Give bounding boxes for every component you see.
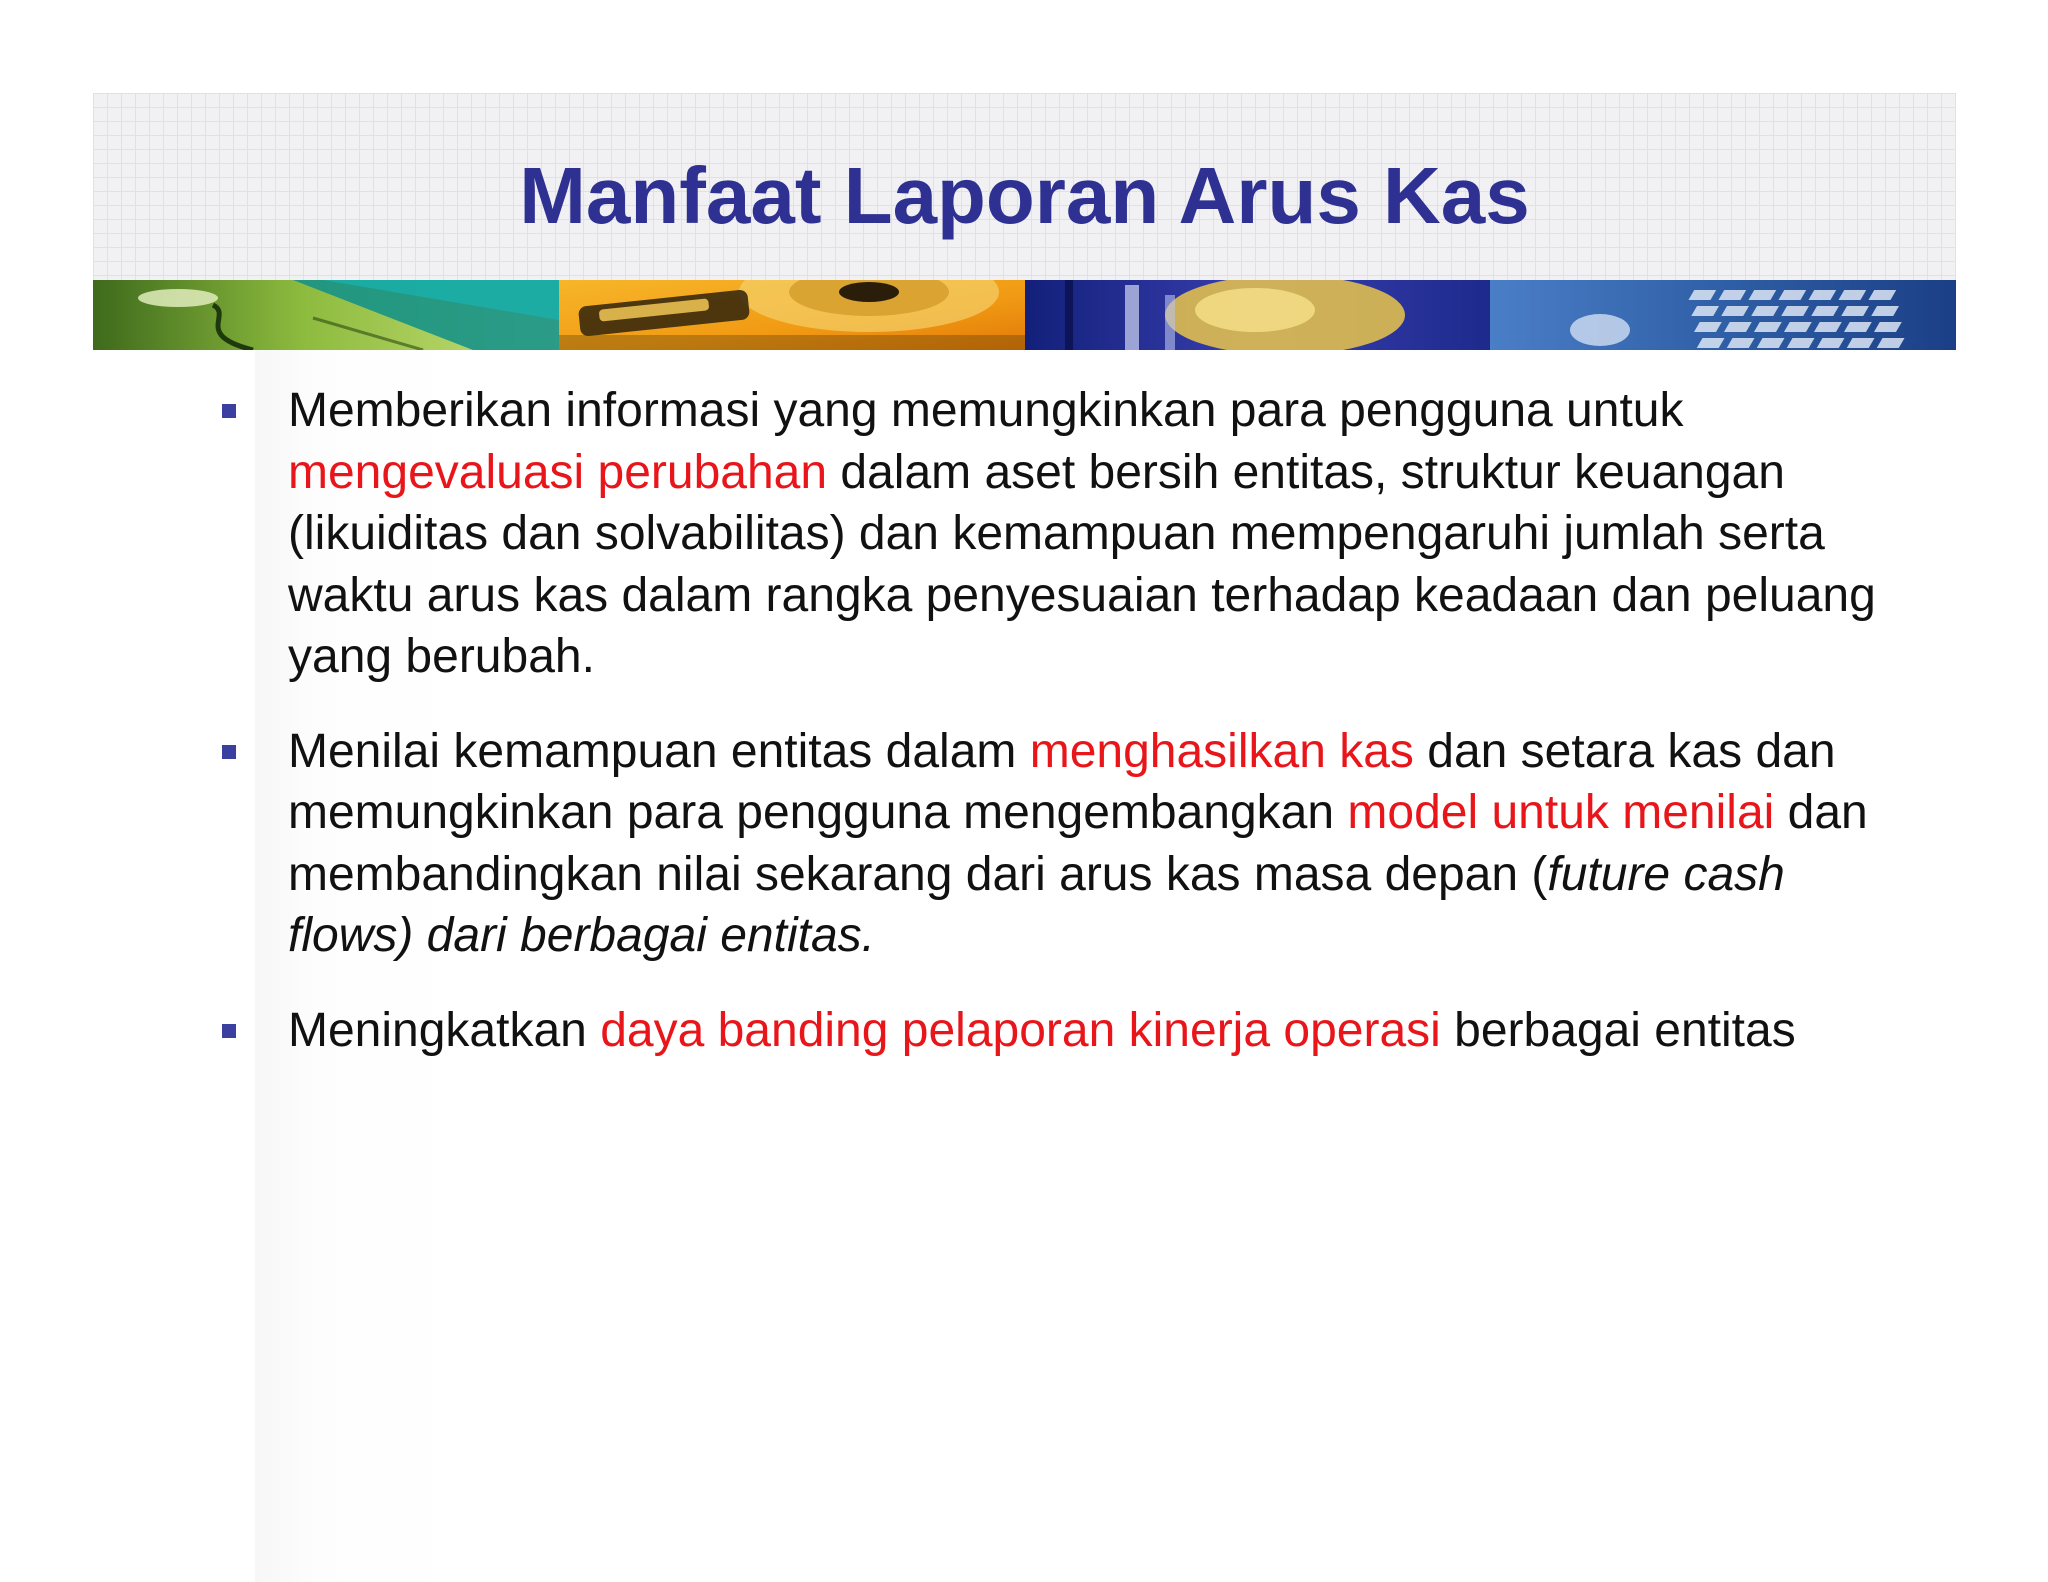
bullet-3-text: Meningkatkan: [288, 1003, 601, 1057]
blue-lab-image: [1025, 280, 1491, 350]
square-bullet-icon: [222, 745, 236, 759]
bullet-3-highlight: daya banding pelaporan kinerja operasi: [600, 1003, 1441, 1057]
green-laptop-image: [93, 280, 559, 350]
bullet-list: [205, 380, 1905, 1094]
orange-hard-drive-image: [559, 280, 1025, 350]
bullet-1-highlight: mengevaluasi perubahan: [288, 445, 828, 499]
bullet-item-1: [205, 380, 1905, 688]
square-bullet-icon: [222, 1024, 236, 1038]
bullet-3-text-end: berbagai entitas: [1440, 1003, 1796, 1057]
blue-keyboard-image: [1490, 280, 1956, 350]
bullet-2-highlight: menghasilkan kas: [1029, 724, 1414, 778]
header-banner: [93, 280, 1956, 350]
slide-title: Manfaat Laporan Arus Kas: [519, 151, 1530, 240]
square-bullet-icon: [222, 404, 236, 418]
bullet-2-italic: future cash flows) dari berbagai entitas.: [288, 847, 1785, 962]
bullet-2-text-mid-2: dan membandingkan nilai sekarang dari arus kas masa depan (: [288, 786, 1868, 901]
bullet-item-3: [205, 1000, 1905, 1062]
bullet-item-2: [205, 721, 1905, 967]
bullet-2-text: Menilai kemampuan entitas dalam: [288, 724, 1030, 778]
bullet-1-text-end: dalam aset bersih entitas, struktur keuangan (likuiditas dan solvabilitas) dan kemampuan mempengaruhi jumlah serta waktu arus kas dalam rangka penyesuaian terhadap keadaan dan peluang yang berubah.: [288, 445, 1876, 683]
bullet-2-highlight-2: model untuk menilai: [1347, 786, 1775, 839]
bullet-1-text: Memberikan informasi yang memungkinkan para pengguna untuk: [288, 384, 1684, 437]
bullet-2-text-mid: dan setara kas dan memungkinkan para pengguna mengembangkan: [288, 724, 1836, 839]
